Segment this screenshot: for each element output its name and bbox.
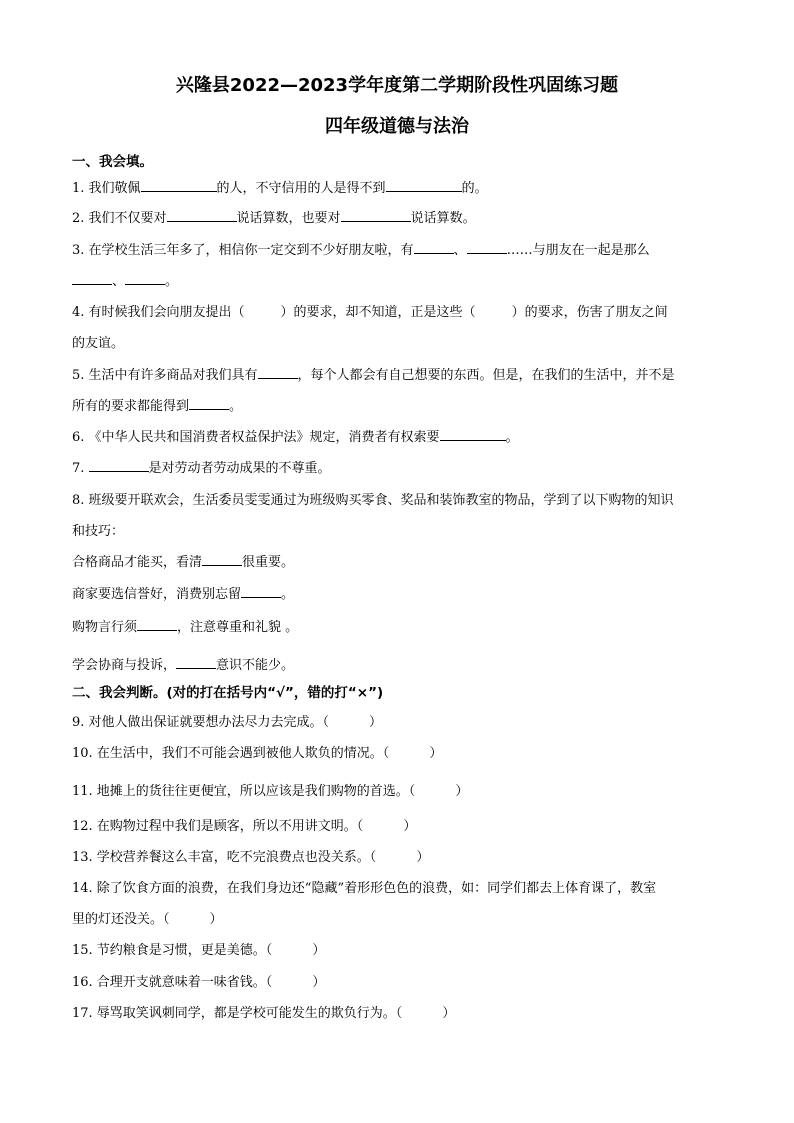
section-2-heading: 二、我会判断。(对的打在括号内“√”，错的打“×”) [72, 685, 384, 701]
tip-line: 商家要选信誉好，消费别忘留 。 [72, 587, 295, 602]
question-5-cont: 所有的要求都能得到 。 [72, 399, 243, 414]
answer-blank[interactable] [386, 179, 462, 192]
tip-line: 学会协商与投诉， 意识不能少。 [72, 658, 295, 673]
judge-question-14-cont: 里的灯还没关。（ ） [72, 912, 223, 927]
answer-blank[interactable] [176, 656, 216, 669]
judge-question-16: 16. 合理开支就意味着一味省钱。（ ） [72, 975, 326, 990]
answer-blank[interactable] [258, 366, 298, 379]
judge-question-10: 10. 在生活中，我们不可能会遇到被他人欺负的情况。（ ） [72, 746, 443, 761]
answer-blank[interactable] [414, 241, 454, 254]
question-4: 4. 有时候我们会向朋友提出（ ）的要求，却不知道，正是这些（ ）的要求，伤害了朋友之间 [72, 305, 668, 320]
answer-blank[interactable] [137, 618, 177, 631]
judge-question-11: 11. 地摊上的货往往更便宜，所以应该是我们购物的首选。（ ） [72, 784, 469, 799]
answer-blank[interactable] [125, 272, 165, 285]
answer-blank[interactable] [141, 179, 217, 192]
answer-blank[interactable] [241, 585, 281, 598]
question-3-cont: 、 。 [72, 270, 178, 289]
answer-blank[interactable] [440, 428, 506, 441]
question-7: 7. 是对劳动者劳动成果的不尊重。 [72, 461, 331, 476]
question-6: 6. 《中华人民共和国消费者权益保护法》规定，消费者有权索要 。 [72, 430, 519, 445]
judge-question-14: 14. 除了饮食方面的浪费，在我们身边还“隐藏”着形形色色的浪费，如：同学们都去上体育课了，教室 [72, 881, 657, 896]
answer-blank[interactable] [167, 209, 237, 222]
answer-blank[interactable] [89, 459, 149, 472]
question-1: 1. 我们敬佩 的人，不守信用的人是得不到 的。 [72, 181, 488, 196]
section-1-heading: 一、我会填。 [72, 154, 153, 170]
question-2: 2. 我们不仅要对 说话算数，也要对 说话算数。 [72, 211, 476, 226]
answer-blank[interactable] [189, 397, 229, 410]
answer-blank[interactable] [467, 241, 507, 254]
judge-question-15: 15. 节约粮食是习惯，更是美德。（ ） [72, 943, 326, 958]
question-4-cont: 的友谊。 [72, 336, 125, 351]
exam-title: 兴隆县2022—2023学年度第二学期阶段性巩固练习题 [175, 75, 619, 96]
answer-blank[interactable] [202, 553, 242, 566]
answer-blank[interactable] [72, 272, 112, 285]
tip-line: 购物言行须 ，注意尊重和礼貌 。 [72, 620, 299, 635]
judge-question-13: 13. 学校营养餐这么丰富，吃不完浪费点也没关系。（ ） [72, 850, 430, 865]
tip-line: 合格商品才能买，看清 很重要。 [72, 555, 295, 570]
question-3: 3. 在学校生活三年多了，相信你一定交到不少好朋友啦，有 、 ……与朋友在一起是那么 [72, 243, 650, 258]
answer-blank[interactable] [341, 209, 411, 222]
question-8: 8. 班级要开联欢会，生活委员雯雯通过为班级购买零食、奖品和装饰教室的物品，学到了以下购物的知识 [72, 493, 674, 508]
judge-question-17: 17. 辱骂取笑讽刺同学，都是学校可能发生的欺负行为。（ ） [72, 1006, 456, 1021]
exam-subtitle: 四年级道德与法治 [325, 116, 469, 137]
judge-question-12: 12. 在购物过程中我们是顾客，所以不用讲文明。（ ） [72, 819, 417, 834]
judge-question-9: 9. 对他人做出保证就要想办法尽力去完成。（ ） [72, 715, 383, 730]
question-5: 5. 生活中有许多商品对我们具有 ，每个人都会有自己想要的东西。但是，在我们的生活中，并不是 [72, 368, 675, 383]
question-8-cont: 和技巧： [72, 524, 125, 539]
